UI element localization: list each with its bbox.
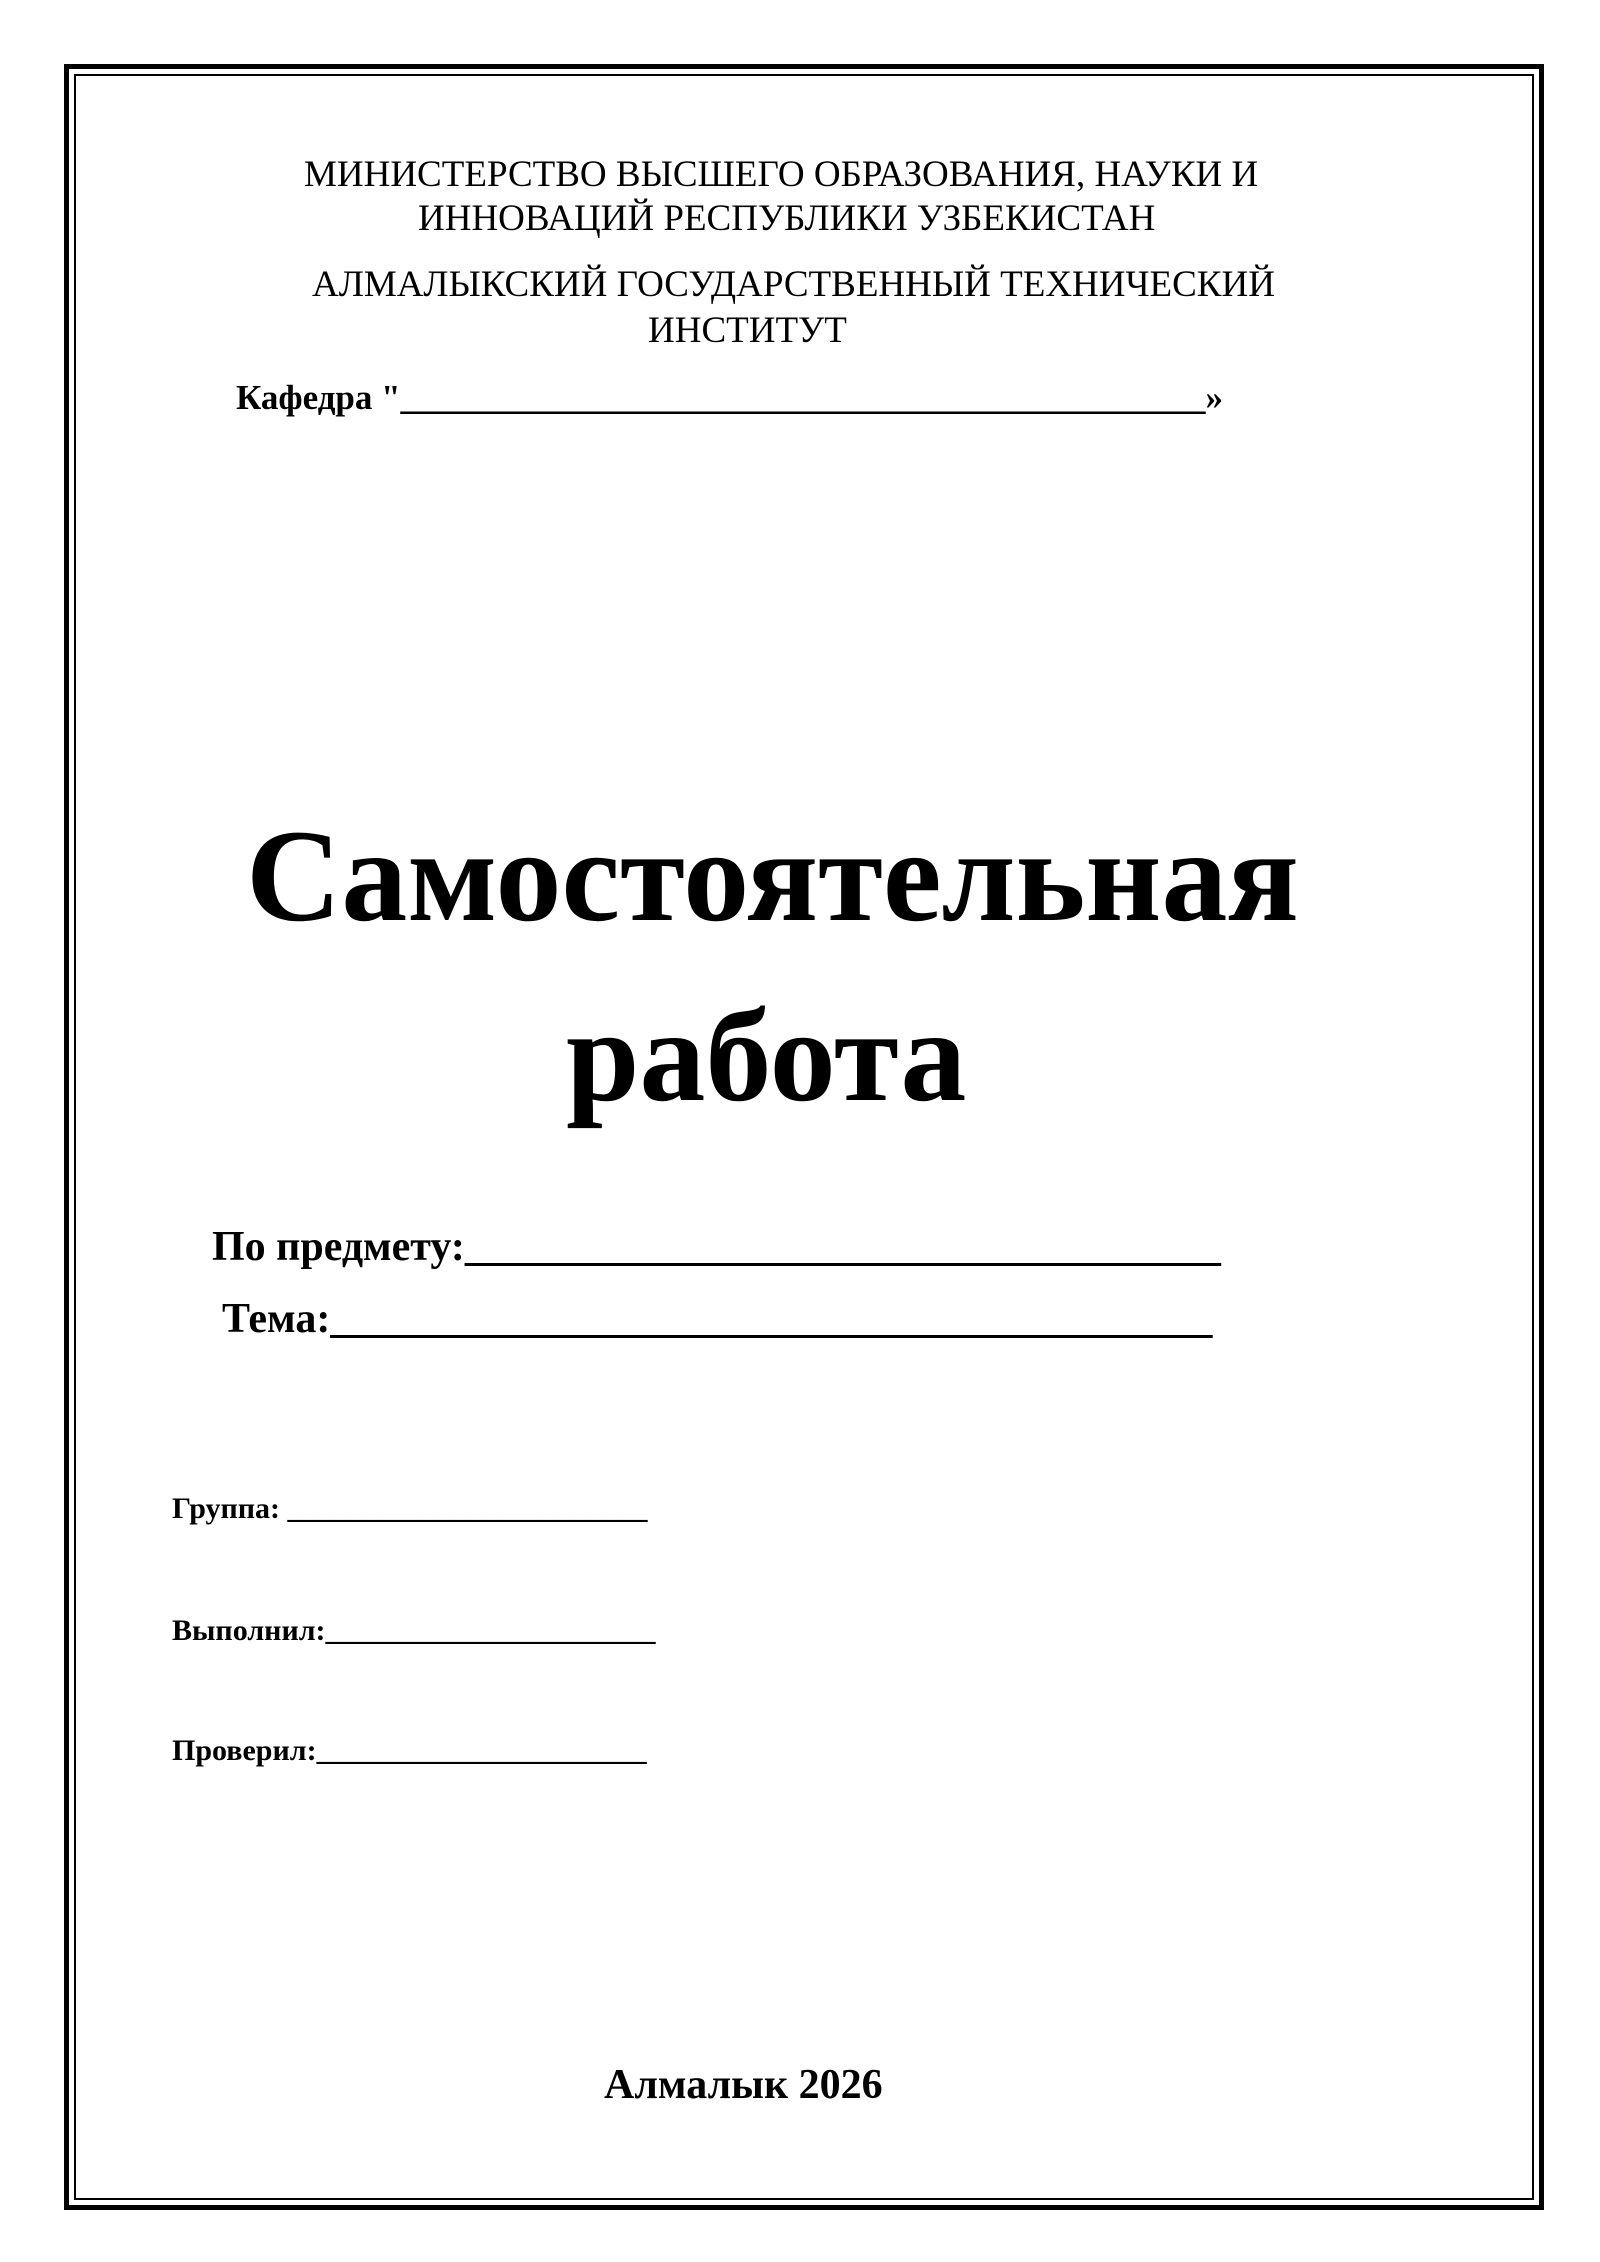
- checked-by-field: Проверил:______________________: [172, 1734, 647, 1767]
- group-field: Группа: ________________________: [172, 1492, 648, 1525]
- department-field: Кафедра "______________________________________________»: [236, 378, 1224, 417]
- ministry-line-1: МИНИСТЕРСТВО ВЫСШЕГО ОБРАЗОВАНИЯ, НАУКИ И: [304, 154, 1259, 195]
- performed-by-field: Выполнил:______________________: [172, 1614, 656, 1647]
- city-year: Алмалык 2026: [604, 2062, 883, 2108]
- ministry-line-2: ИННОВАЦИЙ РЕСПУБЛИКИ УЗБЕКИСТАН: [418, 198, 1156, 239]
- document-title-line-1: Самостоятельная: [246, 802, 1299, 949]
- document-title-line-2: работа: [566, 982, 967, 1129]
- institute-line-2: ИНСТИТУТ: [648, 310, 847, 351]
- institute-line-1: АЛМАЛЫКСКИЙ ГОСУДАРСТВЕННЫЙ ТЕХНИЧЕСКИЙ: [312, 264, 1275, 305]
- subject-field: По предмету:____________________________________: [212, 1224, 1221, 1270]
- theme-field: Тема:__________________________________________: [222, 1296, 1213, 1342]
